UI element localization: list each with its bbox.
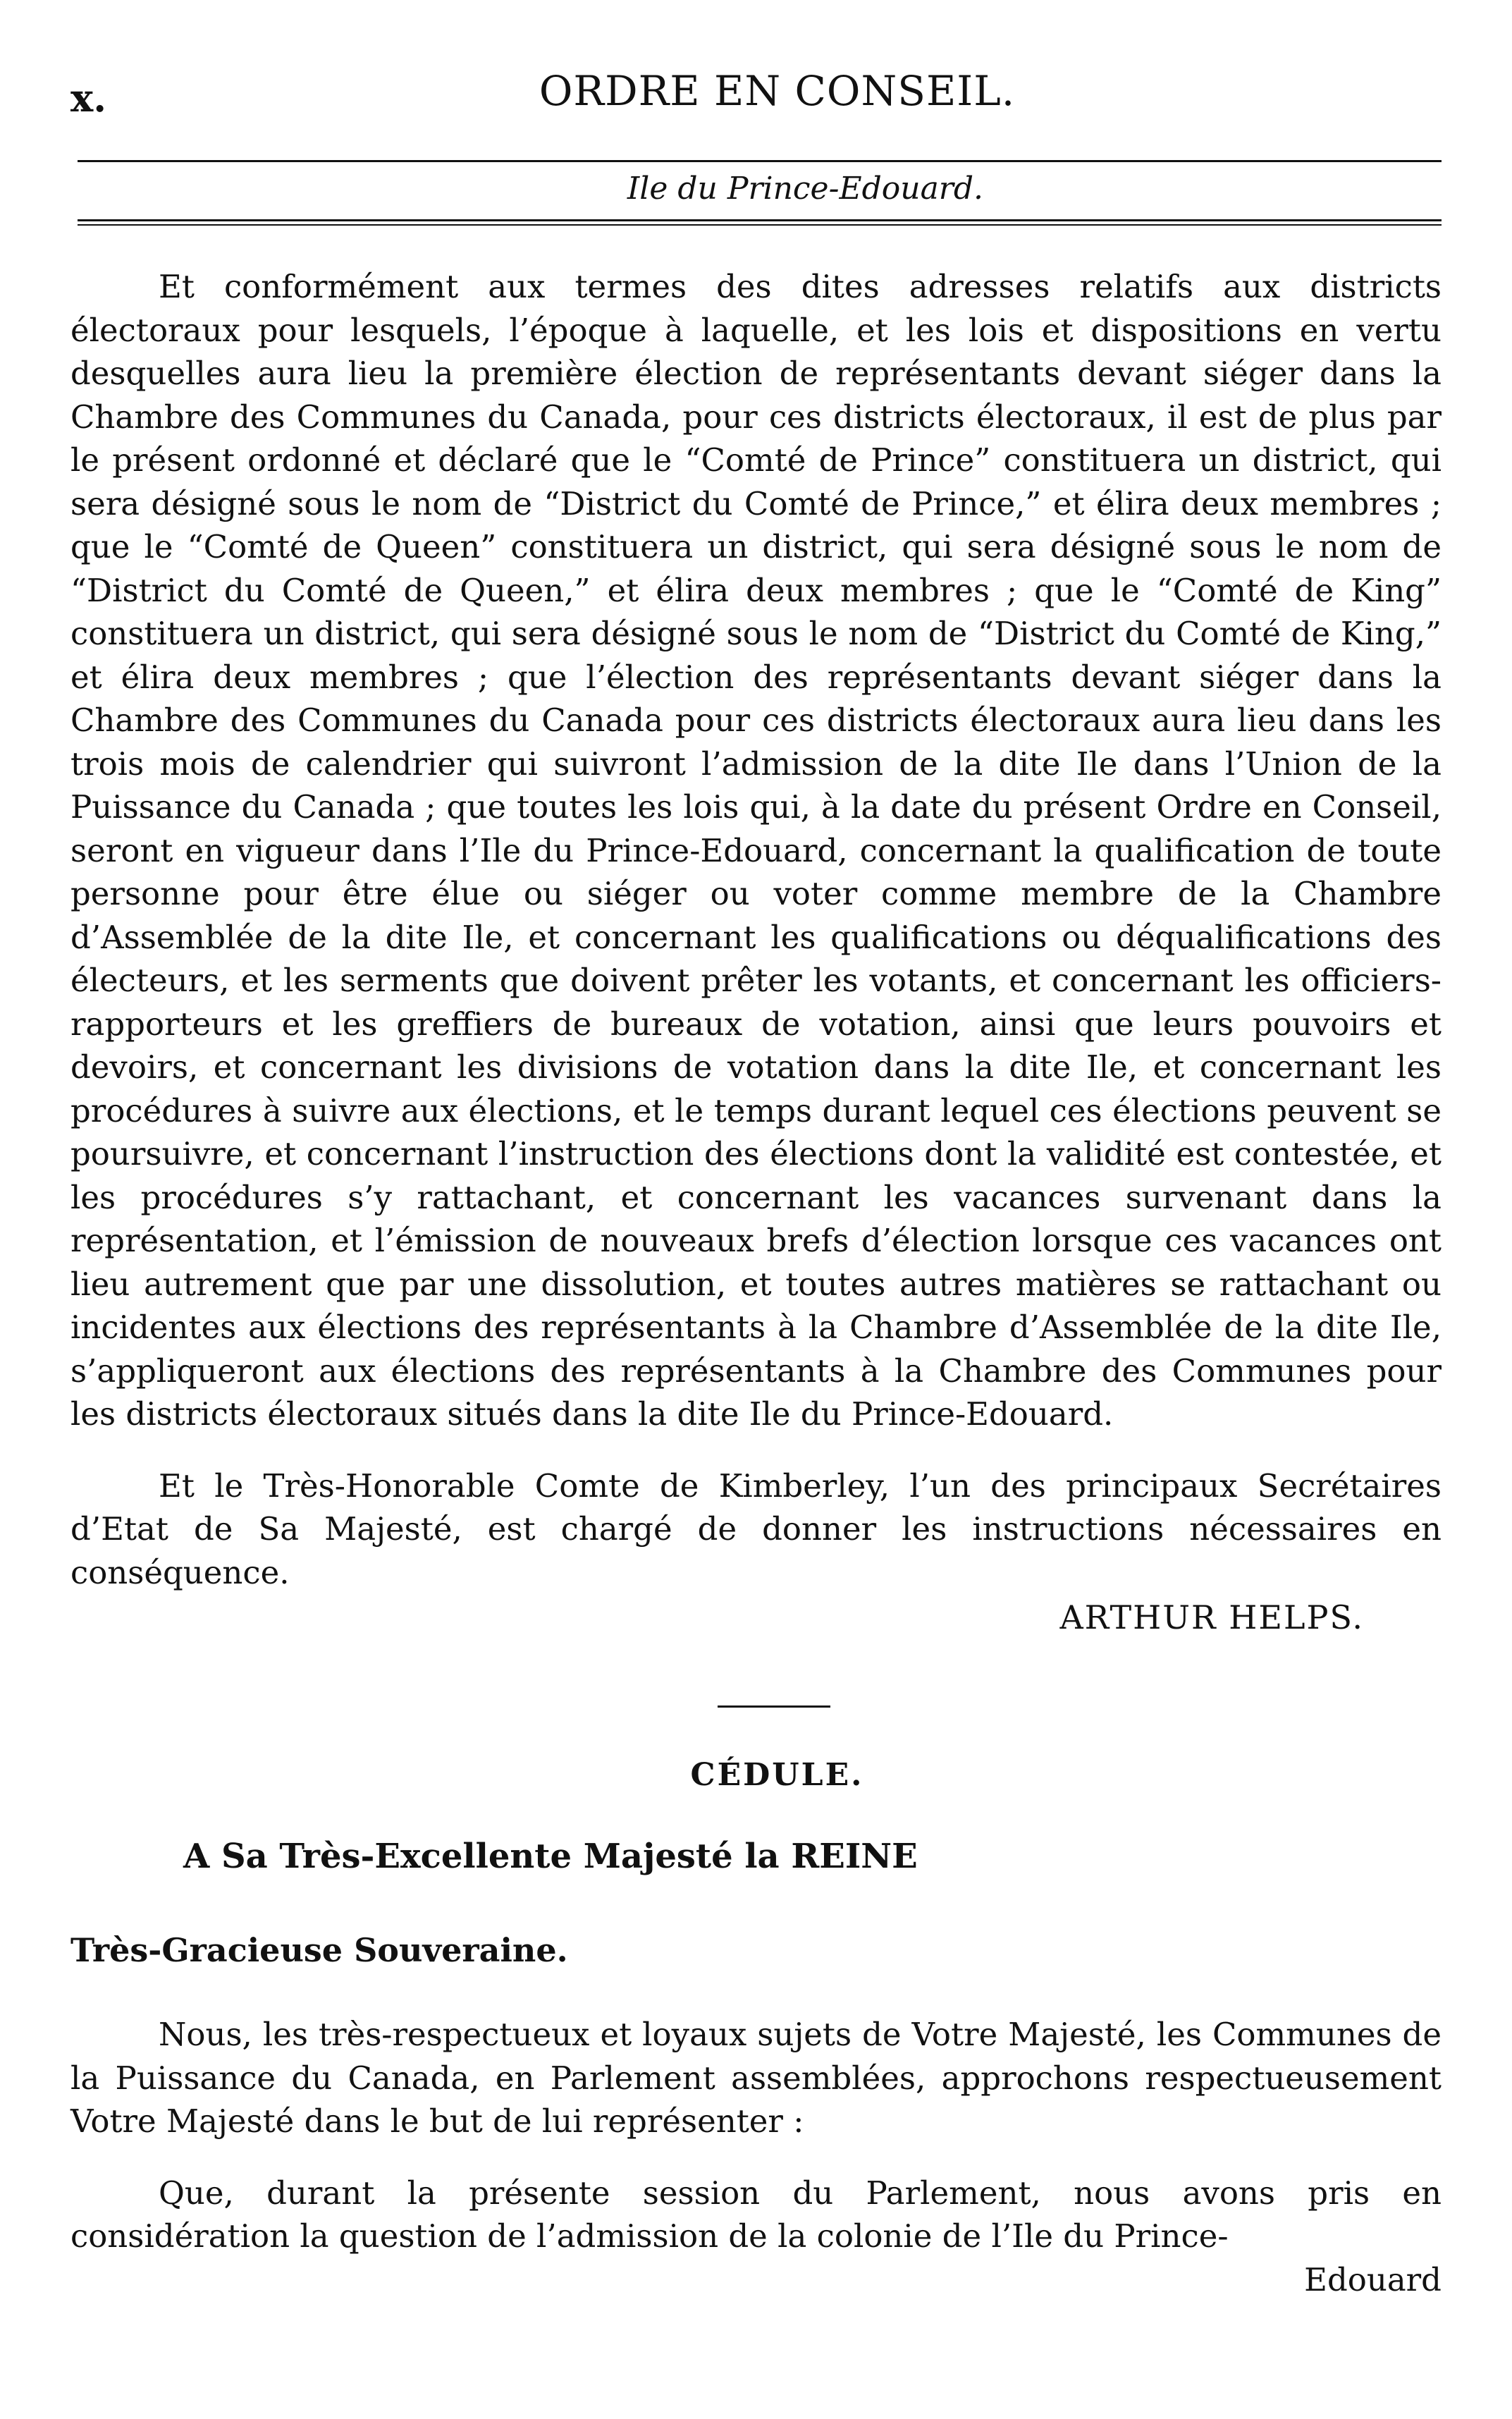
section-double-rule bbox=[78, 219, 1442, 226]
paragraph-nous: Nous, les très-respectueux et loyaux sujets de Votre Majesté, les Communes de la Puissance du Canada, en Parlement assemblées, approchons respectueusement Votre Majesté dans le but de lui représenter : bbox=[70, 2016, 1442, 2140]
section-heading: Ile du Prince-Edouard. bbox=[627, 171, 983, 207]
salutation: Très-Gracieuse Souveraine. bbox=[70, 1931, 568, 1969]
page-number: x. bbox=[70, 75, 106, 121]
order-body bbox=[70, 265, 1442, 1594]
document-page bbox=[70, 67, 1442, 2301]
page-header bbox=[70, 67, 1442, 123]
header-rule bbox=[78, 160, 1442, 162]
separator-rule bbox=[718, 1705, 830, 1708]
schedule-title: CÉDULE. bbox=[690, 1757, 864, 1793]
catchword: Edouard bbox=[1304, 2260, 1442, 2298]
paragraph-kimberley: Et le Très-Honorable Comte de Kimberley, l’un des principaux Secrétaires d’Etat de Sa Majesté, est chargé de donner les instructions nécessaires en conséquence. bbox=[70, 1466, 1442, 1591]
paragraph-que: Que, durant la présente session du Parlement, nous avons pris en considération la question de l’admission de la colonie de l’Ile du Prince- bbox=[70, 2174, 1442, 2255]
address-line: A Sa Très-Excellente Majesté la REINE bbox=[183, 1837, 918, 1876]
schedule-body bbox=[70, 2013, 1442, 2258]
running-title: ORDRE EN CONSEIL. bbox=[539, 67, 1016, 115]
paragraph-districts: Et conformément aux termes des dites adresses relatifs aux districts électoraux pour lesquels, l’époque à laquelle, et les lois et dispositions en vertu desquelles aura lieu la première élection de représentants devant siéger dans la Chambre des Communes du Canada, pour ces districts électoraux, il est de plus par le présent ordonné et déclaré que le “Comté de Prince” constituera un district, qui sera désigné sous le nom de “District du Comté de Prince,” et élira deux membres ; que le “Comté de Queen” constituera un district, qui sera désigné sous le nom de “District du Comté de Queen,” et élira deux membres ; que le “Comté de King” constituera un district, qui sera désigné sous le nom de “District du Comté de King,” et élira deux membres ; que l’élection des représentants devant siéger dans la Chambre des Communes du Canada pour ces districts électoraux aura lieu dans les trois mois de calendrier qui suivront l’admission de la dite Ile dans l’Union de la Puissance du Canada ; que toutes les lois qui, à la date du présent Ordre en Conseil, seront en vigueur dans l’Ile du Prince-Edouard, concernant la qualification de toute personne pour être élue ou siéger ou voter comme membre de la Chambre d’Assemblée de la dite Ile, et concernant les qualifications ou déqualifications des électeurs, et les serments que doivent prêter les votants, et concernant les officiers-rapporteurs et les greffiers de bureaux de votation, ainsi que leurs pouvoirs et devoirs, et concernant les divisions de votation dans la dite Ile, et concernant les procédures à suivre aux élections, et le temps durant lequel ces élections peuvent se poursuivre, et concernant l’instruction des élections dont la validité est contestée, et les procédures s’y rattachant, et concernant les vacances survenant dans la représentation, et l’émission de nouveaux brefs d’élection lorsque ces vacances ont lieu autrement que par une dissolution, et toutes autres matières se rattachant ou incidentes aux élections des représentants à la Chambre d’Assemblée de la dite Ile, s’appliqueront aux élections des représentants à la Chambre des Communes pour les districts électoraux situés dans la dite Ile du Prince-Edouard. bbox=[70, 268, 1442, 1433]
signature: ARTHUR HELPS. bbox=[1059, 1598, 1364, 1636]
